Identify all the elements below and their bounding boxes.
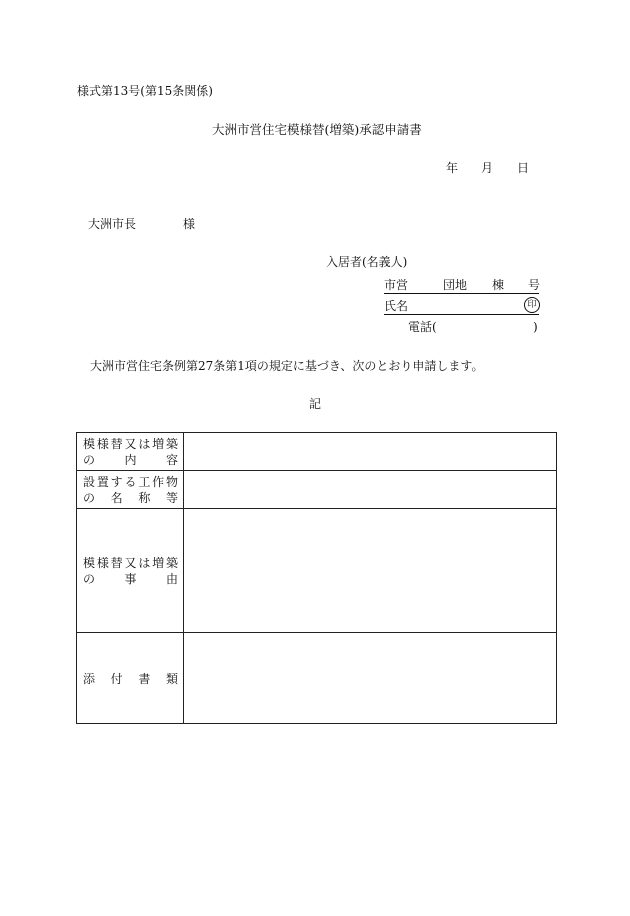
label-char: 替 xyxy=(110,437,123,451)
row-value-renovation-content[interactable] xyxy=(184,433,557,471)
row-value-attached-documents[interactable] xyxy=(184,633,557,724)
label-char: 設 xyxy=(83,475,96,489)
label-char: 替 xyxy=(110,556,123,570)
label-char: 由 xyxy=(165,572,178,586)
row-label-renovation-content xyxy=(77,433,184,471)
name-label: 氏名 xyxy=(384,299,409,313)
label-char: す xyxy=(110,475,123,489)
phone-close-paren: ) xyxy=(533,320,538,334)
label-char: 事 xyxy=(124,572,137,586)
label-char: 又 xyxy=(124,556,137,570)
row-value-structure-name[interactable] xyxy=(184,471,557,509)
date-day-label: 日 xyxy=(517,161,530,175)
label-char: 増 xyxy=(152,556,165,570)
application-table xyxy=(76,432,557,724)
resident-label: 入居者(名義人) xyxy=(326,255,408,269)
label-char: 模 xyxy=(83,556,96,570)
label-char: 名 xyxy=(110,491,123,505)
date-year-label: 年 xyxy=(446,161,459,175)
document-title: 大洲市営住宅模様替(増築)承認申請書 xyxy=(212,122,422,137)
label-char: 又 xyxy=(124,437,137,451)
label-char: 物 xyxy=(165,475,178,489)
label-line xyxy=(77,571,183,587)
label-line xyxy=(77,474,183,490)
label-char: 添 xyxy=(83,671,96,686)
name-line xyxy=(384,300,539,315)
label-char: 築 xyxy=(165,437,178,451)
label-char: の xyxy=(83,491,96,505)
label-line xyxy=(77,670,183,686)
addressee-honorific: 様 xyxy=(183,217,196,231)
address-part-building: 棟 xyxy=(492,278,505,292)
label-char: 工 xyxy=(138,475,151,489)
table-row xyxy=(77,509,557,633)
label-char: 様 xyxy=(96,437,109,451)
label-char: 等 xyxy=(165,491,178,505)
table-row xyxy=(77,433,557,471)
label-char: は xyxy=(138,437,151,451)
label-char: 付 xyxy=(110,671,123,686)
address-part-danchi: 団地 xyxy=(443,278,468,292)
phone-label: 電話( xyxy=(408,320,437,334)
label-char: 築 xyxy=(165,556,178,570)
label-char: る xyxy=(124,475,137,489)
label-char: の xyxy=(83,453,96,467)
seal-mark: 印 xyxy=(524,297,540,313)
ki-heading: 記 xyxy=(309,397,322,411)
row-label-attached-documents xyxy=(77,633,184,724)
label-char: の xyxy=(83,572,96,586)
label-char: 増 xyxy=(152,437,165,451)
label-line xyxy=(77,490,183,506)
label-char: 置 xyxy=(96,475,109,489)
address-part-number: 号 xyxy=(528,278,541,292)
label-line xyxy=(77,452,183,468)
table-row xyxy=(77,633,557,724)
label-char: 称 xyxy=(138,491,151,505)
label-char: 類 xyxy=(165,671,178,686)
label-line xyxy=(77,436,183,452)
label-char: 作 xyxy=(152,475,165,489)
date-month-label: 月 xyxy=(481,161,494,175)
addressee-name: 大洲市長 xyxy=(88,217,137,231)
label-line xyxy=(77,555,183,571)
row-label-structure-name xyxy=(77,471,184,509)
label-char: 模 xyxy=(83,437,96,451)
row-value-renovation-reason[interactable] xyxy=(184,509,557,633)
address-line xyxy=(384,279,539,294)
table-row xyxy=(77,471,557,509)
label-char: 様 xyxy=(96,556,109,570)
label-char: 容 xyxy=(165,453,178,467)
form-number: 様式第13号(第15条関係) xyxy=(77,84,213,98)
label-char: は xyxy=(138,556,151,570)
label-char: 内 xyxy=(124,453,137,467)
address-part-city: 市営 xyxy=(384,278,409,292)
label-char: 書 xyxy=(138,671,151,686)
application-statement: 大洲市営住宅条例第27条第1項の規定に基づき、次のとおり申請します。 xyxy=(90,359,484,373)
row-label-renovation-reason xyxy=(77,509,184,633)
